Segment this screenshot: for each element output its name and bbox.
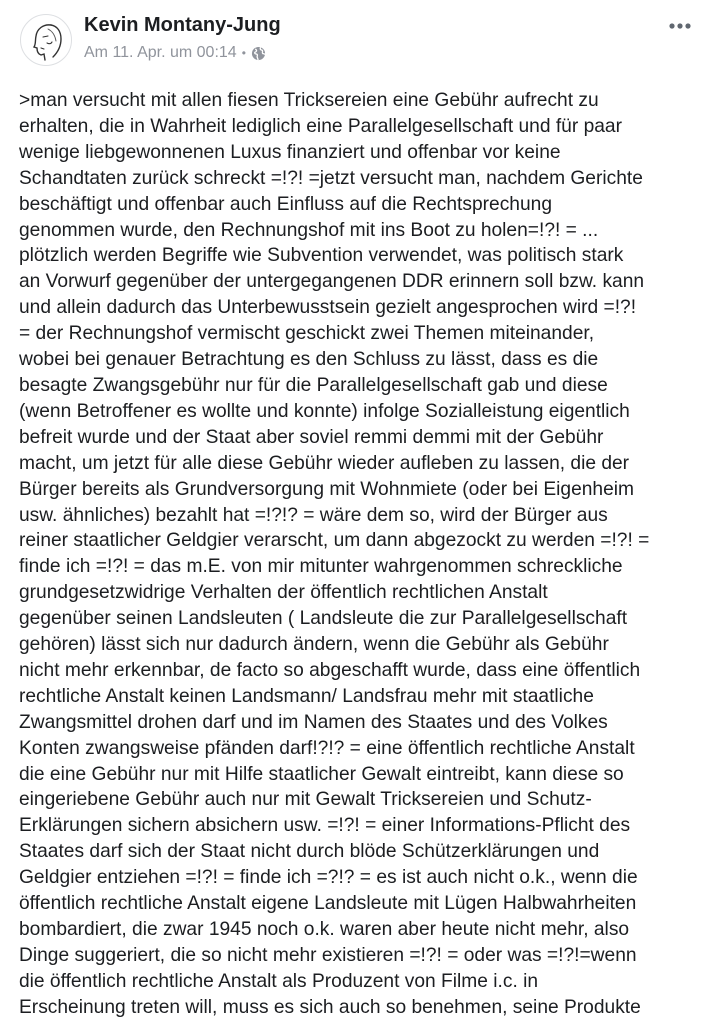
- post-text-line: Bürger bereits als Grundversorgung mit Wohnmiete (oder bei Eigenheim: [19, 478, 635, 500]
- post-text-line: nicht mehr erkennbar, de facto so abgeschafft wurde, dass eine öffentlich: [19, 659, 641, 681]
- post-text-line: Zwangsmittel drohen darf und im Namen des Staates und des Volkes: [19, 711, 608, 733]
- post-text-line: öffentlich rechtliche Anstalt eigene Landsleute mit Lügen Halbwahrheiten: [19, 893, 637, 915]
- post-text-line: Geldgier entziehen =!?! = finde ich =?!? = es ist auch nicht o.k., wenn die: [19, 867, 638, 889]
- post-text-line: an Vorwurf gegenüber der untergegangenen DDR erinnern soll bzw. kann: [19, 271, 645, 293]
- post-text-line: besagte Zwangsgebühr nur für die Parallelgesellschaft gab und diese: [19, 374, 608, 396]
- post-text-line: macht, um jetzt für alle diese Gebühr wieder aufleben zu lassen, die der: [19, 452, 630, 474]
- post-text-line: = der Rechnungshof vermischt geschickt zwei Themen miteinander,: [19, 323, 595, 345]
- post-meta: [84, 43, 266, 63]
- post-text-line: die öffentlich rechtliche Anstalt als Produzent von Filme i.c. in: [19, 970, 539, 992]
- post-text-line: erhalten, die in Wahrheit lediglich eine Parallelgesellschaft und für paar: [19, 115, 622, 137]
- post-text-line: reiner staatlicher Geldgier verarscht, um dann abgezockt zu werden =!?! =: [19, 530, 650, 552]
- globe-icon[interactable]: [251, 46, 266, 61]
- post-text-line: gehören) lässt sich nur dadurch ändern, wenn die Gebühr als Gebühr: [19, 634, 609, 656]
- post-text-line: eingeriebene Gebühr auch nur mit Gewalt Tricksereien und Schutz-: [19, 789, 592, 811]
- profile-sketch-icon: [21, 15, 72, 66]
- post-text-line: rechtliche Anstalt keinen Landsmann/ Landsfrau mehr mit staatliche: [19, 685, 594, 707]
- more-options-button[interactable]: [665, 14, 695, 38]
- post-text-line: wobei bei genauer Betrachtung es den Schluss zu lässt, dass es die: [19, 349, 599, 371]
- more-options-icon: [668, 22, 692, 30]
- post-text-line: Erklärungen sichern absichern usw. =!?! = einer Informations-Pflicht des: [19, 815, 631, 837]
- post-text-line: bombardiert, die zwar 1945 noch o.k. waren aber heute nicht mehr, also: [19, 919, 630, 940]
- post-text-line: Erscheinung treten will, muss es sich auch so benehmen, seine Produkte: [19, 996, 641, 1018]
- post-text-line: Schandtaten zurück schreckt =!?! =jetzt versucht man, nachdem Gerichte: [19, 167, 643, 189]
- post-text-line: genommen wurde, den Rechnungshof mit ins Boot zu holen=!?! = ...: [19, 219, 599, 241]
- post-text-line: die eine Gebühr nur mit Hilfe staatlicher Gewalt eintreibt, kann diese so: [19, 763, 624, 785]
- post-text-line: usw. ähnliches) bezahlt hat =!?!? = wäre dem so, wird der Bürger aus: [19, 504, 608, 526]
- post-text-line: Konten zwangsweise pfänden darf!?!? = eine öffentlich rechtliche Anstalt: [19, 737, 635, 759]
- post-body-text: [19, 88, 703, 1021]
- post-header: [0, 0, 719, 80]
- post-text-line: Staates darf sich der Staat nicht durch blöde Schützerklärungen und: [19, 841, 600, 863]
- post-text-line: (wenn Betroffener es wollte und konnte) infolge Sozialleistung eigentlich: [19, 400, 630, 422]
- post-text-line: finde ich =!?! = das m.E. von mir mitunter wahrgenommen schreckliche: [19, 556, 623, 578]
- post-text-line: plötzlich werden Begriffe wie Subvention verwendet, was politisch stark: [19, 245, 624, 267]
- post-text-line: befreit wurde und der Staat aber soviel remmi demmi mit der Gebühr: [19, 426, 604, 448]
- post-text-line: >man versucht mit allen fiesen Tricksereien eine Gebühr aufrecht zu: [19, 90, 599, 111]
- avatar[interactable]: [20, 14, 72, 66]
- post-timestamp[interactable]: Am 11. Apr. um 00:14: [84, 44, 237, 61]
- post-text-line: beschäftigt und offenbar auch Einfluss auf die Rechtsprechung: [19, 193, 552, 215]
- author-name[interactable]: Kevin Montany-Jung: [84, 14, 281, 36]
- post-text-line: gegenüber seinen Landsleuten ( Landsleute die zur Parallelgesellschaft: [19, 608, 628, 630]
- post-text-line: wenige liebgewonnenen Luxus finanziert und offenbar vor keine: [19, 141, 561, 163]
- post-text-line: Dinge suggeriert, die so nicht mehr existieren =!?! = oder was =!?!=wenn: [19, 944, 637, 966]
- meta-separator: •: [241, 46, 246, 60]
- post-text-line: und allein dadurch das Unterbewusstsein gezielt angesprochen wird =!?!: [19, 297, 637, 319]
- post-text-line: grundgesetzwidrige Verhalten der öffentlich rechtlichen Anstalt: [19, 582, 548, 604]
